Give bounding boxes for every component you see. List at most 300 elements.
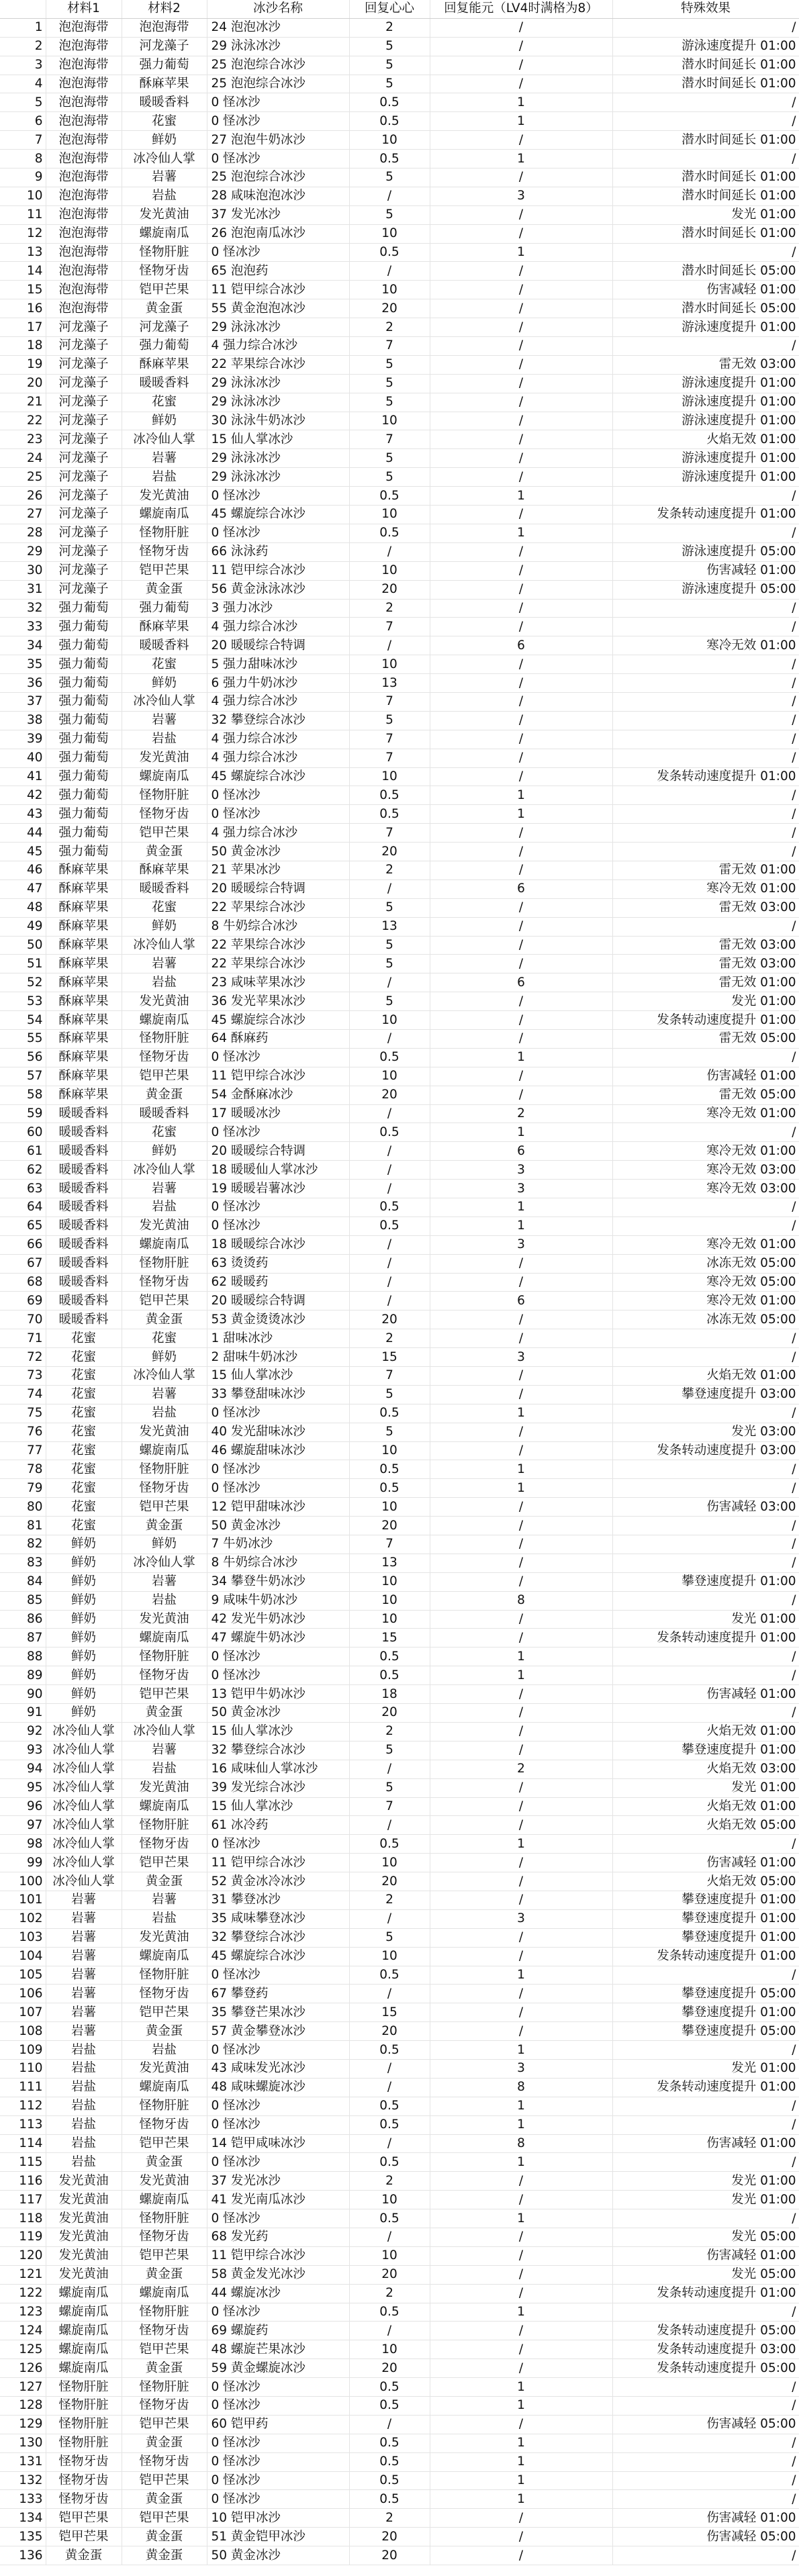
smoothie-name: 0 怪冰沙 [207,805,349,824]
material-1: 花蜜 [46,1348,122,1367]
heart-recovery: / [349,542,430,561]
heart-recovery: 5 [349,955,430,973]
material-1: 怪物肝脏 [46,2434,122,2452]
energy-recovery: / [430,730,612,749]
material-2: 发光黄油 [122,2172,207,2191]
material-2: 怪物肝脏 [122,2209,207,2228]
table-row [0,1535,799,1554]
material-1: 强力葡萄 [46,599,122,618]
smoothie-name: 15 仙人掌冰沙 [207,1367,349,1386]
smoothie-name: 0 怪冰沙 [207,2452,349,2471]
material-2: 酥麻苹果 [122,861,207,879]
material-1: 河龙藻子 [46,449,122,468]
energy-recovery: / [430,2022,612,2041]
table-row [0,599,799,618]
material-2: 岩盐 [122,1404,207,1423]
smoothie-name: 23 咸味苹果冰沙 [207,973,349,992]
special-effect: 游泳速度提升 01:00 [612,468,799,487]
smoothie-name: 9 咸味牛奶冰沙 [207,1591,349,1610]
smoothie-name: 32 攀登综合冰沙 [207,1741,349,1760]
heart-recovery: / [349,1235,430,1254]
smoothie-name: 20 暖暖综合特调 [207,1142,349,1161]
material-1: 泡泡海带 [46,18,122,37]
material-1: 冰冷仙人掌 [46,1760,122,1778]
special-effect: 寒冷无效 03:00 [612,1161,799,1180]
material-2: 黄金蛋 [122,1517,207,1535]
smoothie-name: 10 铠甲冰沙 [207,2509,349,2528]
material-2: 怪物肝脏 [122,1648,207,1666]
smoothie-name: 0 怪冰沙 [207,2434,349,2452]
energy-recovery: / [430,1891,612,1909]
row-index: 76 [0,1423,46,1441]
heart-recovery: / [349,1180,430,1198]
special-effect: / [612,18,799,37]
heart-recovery: 0.5 [349,1966,430,1985]
table-row [0,1966,799,1985]
smoothie-name: 42 发光牛奶冰沙 [207,1610,349,1629]
heart-recovery: 10 [349,2191,430,2209]
row-index: 73 [0,1367,46,1386]
material-1: 酥麻苹果 [46,898,122,917]
energy-recovery: / [430,2265,612,2284]
energy-recovery: / [430,2284,612,2303]
material-1: 鲜奶 [46,1535,122,1554]
heart-recovery: 2 [349,1891,430,1909]
table-row [0,955,799,973]
smoothie-name: 33 攀登甜味冰沙 [207,1385,349,1404]
material-2: 铠甲芒果 [122,2415,207,2434]
smoothie-name: 0 怪冰沙 [207,243,349,262]
heart-recovery: 13 [349,917,430,936]
material-1: 强力葡萄 [46,730,122,749]
material-1: 岩薯 [46,2003,122,2022]
heart-recovery: / [349,262,430,281]
row-index: 48 [0,898,46,917]
energy-recovery: 1 [430,2397,612,2416]
heart-recovery: 15 [349,1629,430,1648]
energy-recovery: / [430,299,612,318]
table-row [0,786,799,805]
energy-recovery: / [430,374,612,393]
material-1: 泡泡海带 [46,56,122,75]
table-row [0,1441,799,1460]
special-effect: 火焰无效 05:00 [612,1816,799,1835]
material-2: 冰冷仙人掌 [122,430,207,449]
material-1: 冰冷仙人掌 [46,1835,122,1854]
special-effect: 攀登速度提升 05:00 [612,1985,799,2003]
heart-recovery: 10 [349,561,430,580]
heart-recovery: 2 [349,2509,430,2528]
heart-recovery: / [349,1029,430,1048]
row-index: 16 [0,299,46,318]
material-1: 酥麻苹果 [46,1086,122,1104]
smoothie-name: 0 怪冰沙 [207,2471,349,2490]
special-effect: / [612,1835,799,1854]
material-1: 螺旋南瓜 [46,2303,122,2322]
table-row [0,824,799,843]
table-row [0,1180,799,1198]
smoothie-name: 0 怪冰沙 [207,1666,349,1685]
row-index: 72 [0,1348,46,1367]
material-1: 河龙藻子 [46,561,122,580]
energy-recovery: / [430,749,612,767]
row-index: 54 [0,1011,46,1030]
material-2: 鲜奶 [122,131,207,150]
table-row [0,1460,799,1479]
smoothie-name: 4 强力综合冰沙 [207,749,349,767]
material-1: 发光黄油 [46,2209,122,2228]
smoothie-name: 16 咸味仙人掌冰沙 [207,1760,349,1778]
material-1: 岩盐 [46,2078,122,2097]
material-2: 鲜奶 [122,674,207,693]
special-effect: 发条转动速度提升 01:00 [612,2078,799,2097]
row-index: 124 [0,2322,46,2340]
material-1: 酥麻苹果 [46,1067,122,1086]
material-1: 暖暖香料 [46,1235,122,1254]
material-1: 鲜奶 [46,1666,122,1685]
special-effect: 发光 03:00 [612,1423,799,1441]
row-index: 106 [0,1985,46,2003]
special-effect: / [612,674,799,693]
table-row [0,2434,799,2452]
energy-recovery: / [430,1947,612,1966]
smoothie-name: 20 暖暖综合特调 [207,879,349,898]
heart-recovery: 5 [349,1385,430,1404]
table-row [0,1872,799,1891]
table-row [0,1517,799,1535]
energy-recovery: 1 [430,2490,612,2509]
smoothie-name: 0 怪冰沙 [207,112,349,131]
energy-recovery: / [430,992,612,1011]
material-1: 暖暖香料 [46,1292,122,1310]
smoothie-name: 4 强力综合冰沙 [207,824,349,843]
special-effect: 潜水时间延长 01:00 [612,75,799,93]
heart-recovery: / [349,1760,430,1778]
table-row [0,1854,799,1872]
smoothie-name: 46 螺旋甜味冰沙 [207,1441,349,1460]
material-1: 河龙藻子 [46,487,122,506]
material-1: 花蜜 [46,1385,122,1404]
material-1: 鲜奶 [46,1610,122,1629]
row-index: 28 [0,524,46,542]
material-2: 岩盐 [122,973,207,992]
heart-recovery: 20 [349,2528,430,2546]
material-1: 鲜奶 [46,1554,122,1572]
row-index: 42 [0,786,46,805]
special-effect: 火焰无效 03:00 [612,1760,799,1778]
material-2: 怪物牙齿 [122,2452,207,2471]
heart-recovery: 5 [349,1423,430,1441]
material-2: 岩盐 [122,1198,207,1217]
special-effect: 发光 01:00 [612,1778,799,1797]
smoothie-name: 68 发光药 [207,2228,349,2246]
row-index: 83 [0,1554,46,1572]
material-2: 岩薯 [122,1572,207,1591]
table-row [0,430,799,449]
row-index: 19 [0,355,46,374]
heart-recovery: 20 [349,1086,430,1104]
special-effect: / [612,843,799,861]
smoothie-name: 4 强力综合冰沙 [207,337,349,356]
material-2: 黄金蛋 [122,299,207,318]
special-effect: / [612,1198,799,1217]
material-2: 强力葡萄 [122,56,207,75]
material-2: 螺旋南瓜 [122,2191,207,2209]
heart-recovery: 7 [349,749,430,767]
energy-recovery: / [430,449,612,468]
table-row [0,879,799,898]
row-index: 86 [0,1610,46,1629]
special-effect: 发条转动速度提升 01:00 [612,2284,799,2303]
table-row [0,2378,799,2397]
special-effect: / [612,1123,799,1142]
smoothie-name: 30 泳泳牛奶冰沙 [207,412,349,430]
heart-recovery: / [349,879,430,898]
energy-recovery: / [430,936,612,955]
special-effect: 雷无效 05:00 [612,1029,799,1048]
table-row [0,2528,799,2546]
heart-recovery: / [349,1909,430,1928]
material-2: 岩盐 [122,730,207,749]
material-1: 发光黄油 [46,2246,122,2265]
row-index: 132 [0,2471,46,2490]
row-index: 15 [0,281,46,299]
special-effect: 发条转动速度提升 01:00 [612,1947,799,1966]
heart-recovery: / [349,187,430,205]
heart-recovery: 10 [349,224,430,243]
smoothie-name: 0 怪冰沙 [207,487,349,506]
heart-recovery: / [349,1104,430,1123]
special-effect: / [612,1048,799,1067]
material-1: 冰冷仙人掌 [46,1816,122,1835]
row-index: 116 [0,2172,46,2191]
material-1: 酥麻苹果 [46,955,122,973]
material-2: 螺旋南瓜 [122,506,207,524]
material-2: 酥麻苹果 [122,355,207,374]
energy-recovery: / [430,393,612,412]
material-1: 河龙藻子 [46,374,122,393]
table-row [0,655,799,674]
table-row [0,1797,799,1816]
special-effect: 发光 05:00 [612,2228,799,2246]
material-2: 发光黄油 [122,2059,207,2078]
table-row [0,1704,799,1723]
row-index: 59 [0,1104,46,1123]
energy-recovery: / [430,1778,612,1797]
special-effect: / [612,2397,799,2416]
material-1: 河龙藻子 [46,412,122,430]
row-index: 103 [0,1928,46,1947]
energy-recovery: / [430,1310,612,1329]
heart-recovery: / [349,2415,430,2434]
special-effect: / [612,711,799,730]
smoothie-name: 6 强力牛奶冰沙 [207,674,349,693]
energy-recovery: / [430,1517,612,1535]
energy-recovery: / [430,692,612,711]
special-effect: 攀登速度提升 01:00 [612,1741,799,1760]
material-2: 铠甲芒果 [122,1067,207,1086]
table-row [0,580,799,599]
special-effect: 潜水时间延长 05:00 [612,262,799,281]
energy-recovery: / [430,18,612,37]
material-1: 强力葡萄 [46,711,122,730]
special-effect: / [612,1517,799,1535]
material-2: 岩薯 [122,955,207,973]
row-index: 70 [0,1310,46,1329]
heart-recovery: 20 [349,2546,430,2565]
energy-recovery: / [430,674,612,693]
heart-recovery: / [349,1142,430,1161]
material-1: 泡泡海带 [46,224,122,243]
heart-recovery: 2 [349,599,430,618]
heart-recovery: 10 [349,281,430,299]
table-row [0,1928,799,1947]
energy-recovery: 1 [430,93,612,112]
material-1: 岩薯 [46,1947,122,1966]
special-effect: / [612,2546,799,2565]
material-1: 泡泡海带 [46,262,122,281]
heart-recovery: / [349,2134,430,2153]
material-2: 铠甲芒果 [122,2340,207,2359]
heart-recovery: 15 [349,2003,430,2022]
energy-recovery: / [430,169,612,187]
special-effect: 雷无效 03:00 [612,955,799,973]
energy-recovery: / [430,1254,612,1273]
smoothie-name: 26 泡泡南瓜冰沙 [207,224,349,243]
material-2: 黄金蛋 [122,1086,207,1104]
energy-recovery: / [430,2340,612,2359]
heart-recovery: 0.5 [349,1048,430,1067]
material-1: 酥麻苹果 [46,973,122,992]
energy-recovery: 3 [430,187,612,205]
table-row [0,205,799,224]
heart-recovery: 0.5 [349,487,430,506]
material-2: 岩盐 [122,1760,207,1778]
header-row [0,0,799,18]
material-2: 冰冷仙人掌 [122,1722,207,1741]
material-2: 冰冷仙人掌 [122,150,207,169]
material-1: 岩盐 [46,2059,122,2078]
material-1: 螺旋南瓜 [46,2322,122,2340]
material-2: 怪物肝脏 [122,2378,207,2397]
table-row [0,1666,799,1685]
special-effect: / [612,2471,799,2490]
material-2: 铠甲芒果 [122,2003,207,2022]
smoothie-name: 45 螺旋综合冰沙 [207,1011,349,1030]
row-index: 118 [0,2209,46,2228]
special-effect: 游泳速度提升 01:00 [612,449,799,468]
table-row [0,2209,799,2228]
table-row [0,393,799,412]
material-1: 暖暖香料 [46,1310,122,1329]
row-index: 110 [0,2059,46,2078]
material-2: 岩薯 [122,1891,207,1909]
material-2: 怪物肝脏 [122,1460,207,1479]
heart-recovery: 20 [349,1517,430,1535]
material-2: 暖暖香料 [122,636,207,655]
material-1: 酥麻苹果 [46,1029,122,1048]
heart-recovery: 7 [349,692,430,711]
material-1: 鲜奶 [46,1685,122,1704]
material-2: 黄金蛋 [122,2359,207,2378]
material-2: 酥麻苹果 [122,618,207,636]
smoothie-name: 0 怪冰沙 [207,2115,349,2134]
smoothie-name: 50 黄金冰沙 [207,1704,349,1723]
header-special-effect: 特殊效果 [612,0,799,18]
material-1: 强力葡萄 [46,674,122,693]
heart-recovery: 5 [349,169,430,187]
smoothie-name: 66 泳泳药 [207,542,349,561]
energy-recovery: / [430,37,612,56]
table-row [0,1835,799,1854]
heart-recovery: 20 [349,1872,430,1891]
smoothie-name: 0 怪冰沙 [207,150,349,169]
row-index: 64 [0,1198,46,1217]
table-row [0,1161,799,1180]
row-index: 119 [0,2228,46,2246]
table-row [0,37,799,56]
material-2: 螺旋南瓜 [122,1947,207,1966]
smoothie-name: 0 怪冰沙 [207,2378,349,2397]
smoothie-name: 0 怪冰沙 [207,2097,349,2115]
energy-recovery: / [430,542,612,561]
special-effect: 游泳速度提升 01:00 [612,374,799,393]
material-1: 鲜奶 [46,1704,122,1723]
material-2: 黄金蛋 [122,2153,207,2172]
heart-recovery: 5 [349,56,430,75]
special-effect: / [612,599,799,618]
special-effect: 游泳速度提升 01:00 [612,37,799,56]
material-1: 泡泡海带 [46,112,122,131]
material-2: 铠甲芒果 [122,2134,207,2153]
row-index: 13 [0,243,46,262]
heart-recovery: 10 [349,2246,430,2265]
special-effect: 发光 01:00 [612,2191,799,2209]
material-2: 怪物肝脏 [122,786,207,805]
smoothie-name: 15 仙人掌冰沙 [207,1722,349,1741]
row-index: 66 [0,1235,46,1254]
material-2: 铠甲芒果 [122,824,207,843]
heart-recovery: 10 [349,1591,430,1610]
material-2: 岩盐 [122,2041,207,2060]
table-row [0,1235,799,1254]
material-2: 岩盐 [122,468,207,487]
material-1: 岩薯 [46,1985,122,2003]
heart-recovery: 0.5 [349,1666,430,1685]
special-effect: 伤害减轻 01:00 [612,2246,799,2265]
smoothie-name: 0 怪冰沙 [207,1835,349,1854]
special-effect: 发光 01:00 [612,1610,799,1629]
special-effect: / [612,1217,799,1235]
material-2: 强力葡萄 [122,337,207,356]
smoothie-name: 56 黄金泳泳冰沙 [207,580,349,599]
material-1: 螺旋南瓜 [46,2359,122,2378]
row-index: 46 [0,861,46,879]
heart-recovery: / [349,1273,430,1292]
material-2: 发光黄油 [122,1217,207,1235]
energy-recovery: / [430,1423,612,1441]
special-effect: 寒冷无效 01:00 [612,1142,799,1161]
row-index: 82 [0,1535,46,1554]
material-2: 怪物肝脏 [122,524,207,542]
row-index: 131 [0,2452,46,2471]
smoothie-name: 22 苹果综合冰沙 [207,355,349,374]
energy-recovery: 1 [430,2434,612,2452]
smoothie-name: 0 怪冰沙 [207,2490,349,2509]
row-index: 104 [0,1947,46,1966]
smoothie-name: 35 咸味攀登冰沙 [207,1909,349,1928]
smoothie-name: 37 发光冰沙 [207,2172,349,2191]
